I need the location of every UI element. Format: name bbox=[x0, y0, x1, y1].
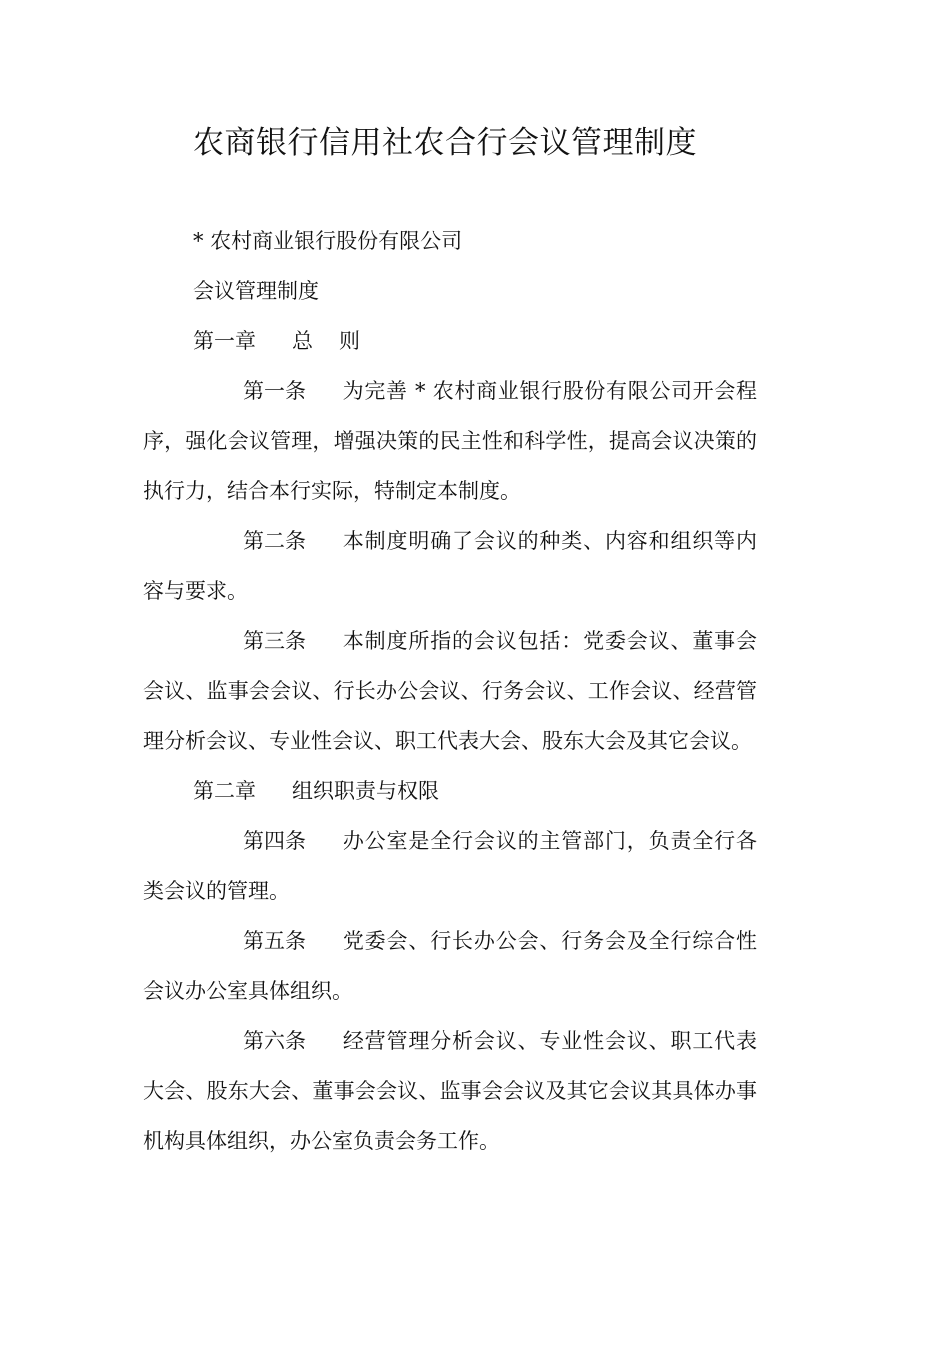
article-6 bbox=[143, 1016, 757, 1166]
article-4-number: 第四条 bbox=[243, 829, 306, 853]
article-4 bbox=[143, 816, 757, 916]
article-5-number: 第五条 bbox=[243, 929, 306, 953]
chapter-1-name-b: 则 bbox=[339, 329, 360, 353]
article-5 bbox=[143, 916, 757, 1016]
article-1-text: 为完善 * 农村商业银行股份有限公司开会程序，强化会议管理，增强决策的民主性和科学性，提高会议决策的执行力，结合本行实际，特制定本制度。 bbox=[143, 379, 757, 503]
article-3 bbox=[143, 616, 757, 766]
organization-line: * 农村商业银行股份有限公司 bbox=[193, 229, 463, 253]
article-6-text: 经营管理分析会议、专业性会议、职工代表大会、股东大会、董事会会议、监事会会议及其它会议其具体办事机构具体组织，办公室负责会务工作。 bbox=[143, 1029, 757, 1153]
article-1-number: 第一条 bbox=[243, 379, 306, 403]
article-6-number: 第六条 bbox=[243, 1029, 306, 1053]
chapter-1-number: 第一章 bbox=[193, 329, 256, 353]
document-body bbox=[143, 216, 757, 1166]
article-3-text: 本制度所指的会议包括：党委会议、董事会会议、监事会会议、行长办公会议、行务会议、工作会议、经营管理分析会议、专业性会议、职工代表大会、股东大会及其它会议。 bbox=[143, 629, 757, 753]
article-3-number: 第三条 bbox=[243, 629, 306, 653]
chapter-2-number: 第二章 bbox=[193, 779, 256, 803]
chapter-1-heading bbox=[143, 316, 757, 366]
article-2 bbox=[143, 516, 757, 616]
article-2-number: 第二条 bbox=[243, 529, 306, 553]
article-2-text: 本制度明确了会议的种类、内容和组织等内容与要求。 bbox=[143, 529, 757, 603]
chapter-2-heading bbox=[143, 766, 757, 816]
document-title: 农商银行信用社农合行会议管理制度 bbox=[193, 125, 697, 161]
chapter-1-name-a: 总 bbox=[292, 329, 313, 353]
document-name: 会议管理制度 bbox=[193, 279, 319, 303]
article-5-text: 党委会、行长办公会、行务会及全行综合性会议办公室具体组织。 bbox=[143, 929, 757, 1003]
article-4-text: 办公室是全行会议的主管部门，负责全行各类会议的管理。 bbox=[143, 829, 757, 903]
chapter-2-name: 组织职责与权限 bbox=[292, 779, 439, 803]
article-1 bbox=[143, 366, 757, 516]
